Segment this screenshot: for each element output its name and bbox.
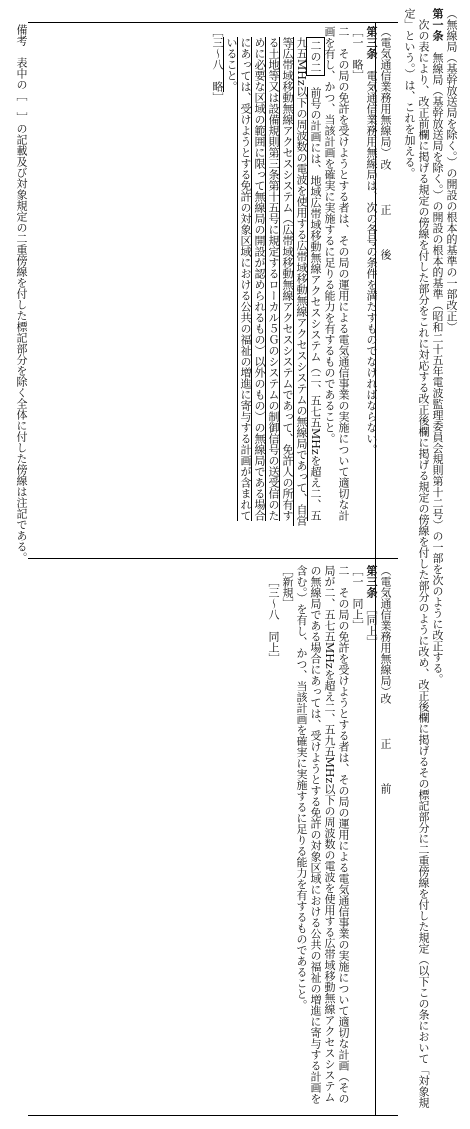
- after-item2-2-label: 二の二: [306, 37, 325, 76]
- after-item2-2-text: 前号の計画には、地域広帯域移動無線アクセスシステム（二、五七五MHzを超え二、五九五MHz以下の周波数の電波を使用する広帯域移動無線アクセスシステムの無線局であって、自営等広帯域移動無線アクセスシステム（広帯域移動無線アクセスシステムであって、免許人の所有する土地等又は設備規則第三条第十五号に規定するローカル５Ｇのシステムの制御信号の送受信のために必要な区域の範囲に限って無線局の開設が認められるもの）以外のもの）の無線局である場合にあっては、受けようとする免許の対象区域における公共の福祉の増進に寄与する計画が含まれていること。: [225, 37, 322, 526]
- before-item3-8: ［三～八 同上］: [267, 576, 280, 664]
- before-caption: （電気通信業務用無線局）: [379, 565, 392, 697]
- before-item2: 二 その局の免許を受けようとする者は、その局の運用による電気通信事業の実施について適切な計画（その局が二、五七五MHzを超え二、五九五MHz以下の周波数の電波を使用する広帯域移動無線アクセスシステムの無線局である場合にあっては、受けようとする免許の対象区域における公共の福祉の増進に寄与する計画を含む。）を有し、かつ、当該計画を確実に実施するに足りる能力を有するものであること。: [295, 565, 350, 1104]
- before-item1: ［一 同上］: [351, 565, 364, 631]
- after-item1: ［一 略］: [351, 26, 364, 81]
- after-item2: 二 その局の免許を受けようとする者は、その局の運用による電気通信事業の実施について適切な計画を有し、かつ、当該計画を確実に実施するに足りる能力を有するものであること。: [323, 26, 350, 521]
- header-after: 改正後: [379, 159, 392, 294]
- after-item3-8: ［三～八 略］: [211, 26, 224, 103]
- after-caption: （電気通信業務用無線局）: [379, 26, 392, 158]
- after-article-label: 第三条: [365, 26, 378, 59]
- before-column: [102, 565, 392, 1105]
- after-article-text: 電気通信業務用無線局は、次の各号の条件を満たすものでなければならない。: [365, 70, 378, 455]
- intro-text: [388, 8, 458, 1118]
- before-item2-2: ［新規］: [281, 565, 294, 609]
- table-divider: [28, 558, 398, 559]
- intro-para2: 次の表により、改正前欄に掲げる規定の傍線を付した部分をこれに対応する改正後欄に掲げる規定の傍線を付した部分のように改め、改正後欄に掲げるその標記部分に二重傍線を付した規定（以下この条において「対象規定」という。）は、これを加える。: [403, 8, 430, 1108]
- header-before: 改正前: [379, 693, 392, 828]
- intro-article-label: 第一条: [431, 8, 444, 41]
- before-article-label: 第三条: [365, 565, 378, 598]
- intro-article-text: 無線局（基幹放送局を除く。）の開設の根本的基準（昭和二十五年電波監理委員会規則第十二号）の一部を次のように改正する。: [431, 52, 444, 685]
- note-text: 備考 表中の［ ］の記載及び対象規定の二重傍線を付した標記部分を除く全体に付した傍線は注記である。: [15, 24, 28, 563]
- after-column: [102, 26, 392, 526]
- intro-title: （無線局（基幹放送局を除く。）の開設の根本的基準の一部改正）: [445, 8, 458, 333]
- before-article-text: ［同上］: [365, 609, 378, 648]
